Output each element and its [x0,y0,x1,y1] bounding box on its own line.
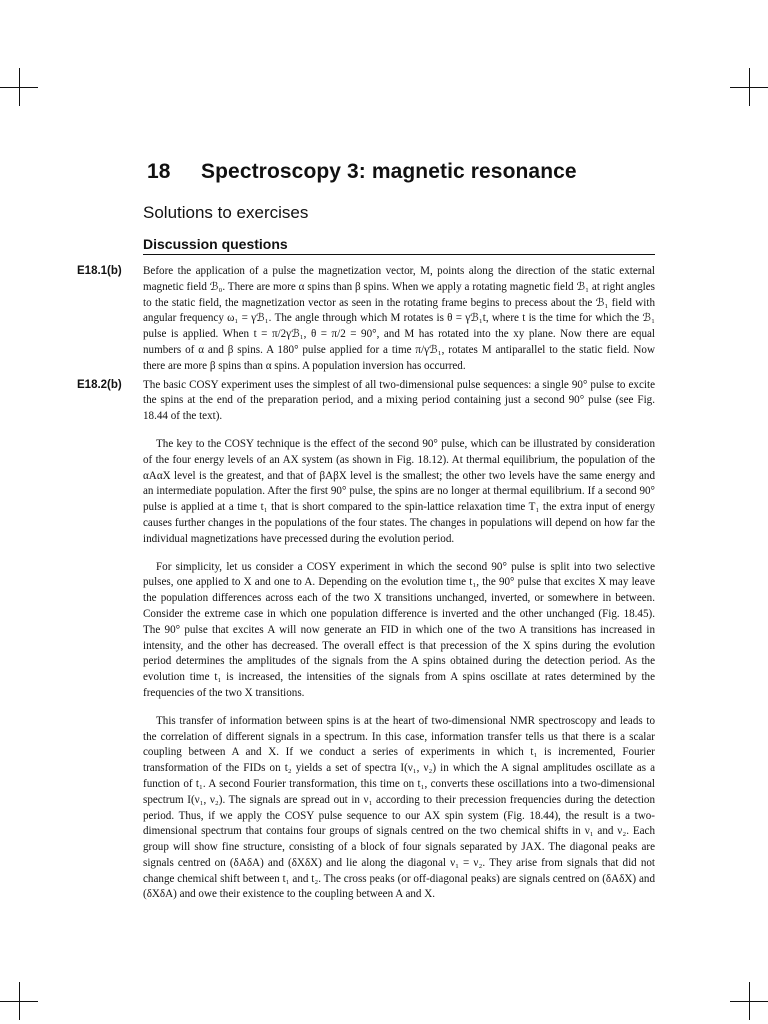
paragraph: The key to the COSY technique is the effect of the second 90° pulse, which can be illustrated by consideration of the four energy levels of an AX system (as shown in Fig. 18.12). At thermal equilibrium, the population of the αAαX level is the greatest, and that of βAβX level is the smallest; the other two levels have the same energy and an intermediate population. After the first 90° pulse, the spins are no longer at thermal equilibrium. If a second 90° pulse is applied at a time t₁ that is short compared to the spin-lattice relaxation time T₁ the extra input of energy causes further changes in the populations of the four states. The changes in populations will depend on how far the individual magnetizations have precessed during the evolution period. [143,437,655,545]
chapter-number: 18 [147,160,171,183]
paragraph: This transfer of information between spins is at the heart of two-dimensional NMR spectroscopy and leads to the correlation of different signals in a spectrum. In this case, information transfer tells us that there is a scalar coupling between A and X. If we conduct a series of experiments in which t₁ is incremented, Fourier transformation of the FIDs on t₂ yields a set of spectra I(ν₁, ν₂) in which the A signal amplitudes oscillate as a function of t₁. A second Fourier transformation, this time on t₁, converts these oscillations into a two-dimensional spectrum I(ν₁, ν₂). The signals are spread out in ν₁ according to their precession frequencies during the detection period. Thus, if we apply the COSY pulse sequence to our AX spin system (Fig. 18.44), the result is a two-dimensional spectrum that contains four groups of signals centred on the two chemical shifts in ν₁ and ν₂. Each group will show fine structure, consisting of a block of four signals separated by JAX. The diagonal peaks are signals centred on (δAδA) and (δXδX) and lie along the diagonal ν₁ = ν₂. They arise from signals that did not change chemical shift between t₁ and t₂. The cross peaks (or off-diagonal peaks) are signals centred on (δAδX) and (δXδA) and owe their existence to the coupling between A and X. [143,714,655,901]
chapter-heading [147,160,577,184]
exercise-label: E18.1(b) [77,265,122,277]
crop-mark [19,68,20,106]
chapter-title: Spectroscopy 3: magnetic resonance [201,160,577,183]
exercise-e18-2b [0,378,768,904]
paragraph: The basic COSY experiment uses the simplest of all two-dimensional pulse sequences: a single 90° pulse to excite the spins at the end of the preparation period, and a mixing period containing just a second 90° pulse (see Fig. 18.44 of the text). [143,378,655,423]
crop-mark [19,982,20,1020]
paragraph: For simplicity, let us consider a COSY experiment in which the second 90° pulse is split into two selective pulses, one applied to X and one to A. Depending on the evolution time t₁, the 90° pulse that excites X may leave the population differences across each of the two X transitions unchanged, inverted, or somewhere in between. Consider the extreme case in which one population difference is inverted and the other unchanged (Fig. 18.45). The 90° pulse that excites A will now generate an FID in which one of the two A transitions has increased in intensity, and the other has decreased. The overall effect is that precession of the X spins during the evolution period determines the amplitudes of the signals from the A spins obtained during the detection period. As the evolution time t₁ is increased, the intensities of the signals from A spins oscillate at rates determined by the frequencies of the two X transitions. [143,560,655,699]
paragraph: Before the application of a pulse the magnetization vector, M, points along the direction of the static external magnetic field ℬ₀. There are more α spins than β spins. When we apply a rotating magnetic field ℬ₁ at right angles to the static field, the magnetization vector as seen in the rotating frame begins to precess about the ℬ₁ field with angular frequency ω₁ = γℬ₁. The angle through which M rotates is θ = γℬ₁t, where t is the time for which the ℬ₁ pulse is applied. When t = π/2γℬ₁, θ = π/2 = 90°, and M has rotated into the xy plane. Now there are equal numbers of α and β spins. A 180° pulse applied for a time π/γℬ₁, rotates M antiparallel to the static field. Now there are more β spins than α spins. A population inversion has occurred. [143,265,655,372]
page-subtitle: Solutions to exercises [143,203,309,222]
crop-mark [749,982,750,1020]
exercise-e18-1b [0,264,768,375]
crop-mark [749,68,750,106]
section-heading: Discussion questions [143,236,655,255]
body-text [0,264,768,903]
exercise-label: E18.2(b) [77,378,122,391]
